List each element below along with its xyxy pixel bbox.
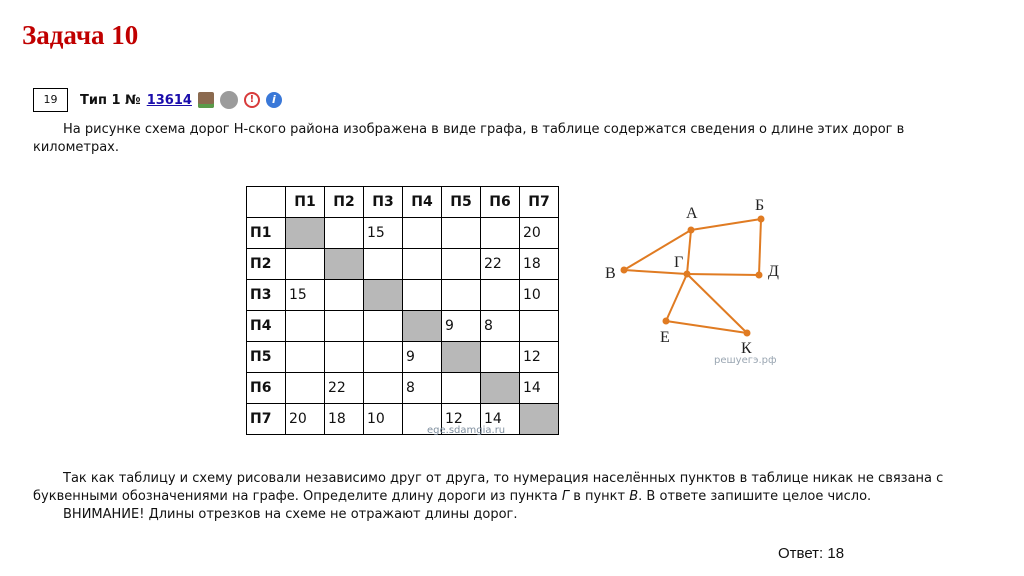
table-cell: 18 — [325, 404, 364, 435]
table-cell: 15 — [286, 280, 325, 311]
table-body — [247, 218, 559, 435]
graph-node-K — [744, 330, 751, 337]
warning-icon[interactable]: ! — [244, 92, 260, 108]
table-cell: 9 — [442, 311, 481, 342]
table-row-header: П7 — [247, 404, 286, 435]
table-header-cell: П4 — [403, 187, 442, 218]
table-cell — [442, 373, 481, 404]
table-cell — [442, 280, 481, 311]
graph-edge-E-K — [666, 321, 747, 333]
table-cell: 14 — [520, 373, 559, 404]
question-point-v: В — [629, 489, 639, 504]
graph-node-label-A: А — [686, 205, 698, 222]
circle-icon[interactable] — [220, 91, 238, 109]
graph-node-label-D: Д — [768, 263, 779, 280]
table-row — [247, 404, 559, 435]
graph-node-V — [621, 267, 628, 274]
table-cell: 20 — [520, 218, 559, 249]
table-cell — [286, 373, 325, 404]
question-text-3: . В ответе запишите целое число. — [638, 489, 872, 504]
task-type-line — [80, 90, 282, 110]
table-cell — [286, 249, 325, 280]
table-cell — [364, 249, 403, 280]
graph-edge-G-E — [666, 274, 687, 321]
answer-text: Ответ: 18 — [778, 545, 845, 562]
table-cell — [364, 311, 403, 342]
graph-edge-G-K — [687, 274, 747, 333]
table-cell: 22 — [481, 249, 520, 280]
road-graph — [590, 190, 790, 365]
table-cell — [286, 311, 325, 342]
table-cell: 8 — [481, 311, 520, 342]
table-cell: 12 — [520, 342, 559, 373]
question-text-2: в пункт — [569, 489, 630, 504]
table-cell: 10 — [364, 404, 403, 435]
graph-edge-G-D — [687, 274, 759, 275]
page-title: Задача 10 — [22, 20, 139, 50]
table-cell — [403, 311, 442, 342]
graph-node-A — [688, 227, 695, 234]
task-id-link[interactable]: 13614 — [146, 92, 192, 108]
task-number-box: 19 — [33, 88, 68, 112]
table-header-cell: П6 — [481, 187, 520, 218]
table-cell — [286, 218, 325, 249]
table-cell — [325, 249, 364, 280]
question-point-g: Г — [561, 489, 570, 504]
graph-node-label-K: К — [741, 340, 752, 357]
table-cell: 22 — [325, 373, 364, 404]
table-row — [247, 280, 559, 311]
table-cell — [286, 342, 325, 373]
table-header-cell: П5 — [442, 187, 481, 218]
table-row — [247, 373, 559, 404]
table-row — [247, 342, 559, 373]
distance-table — [246, 186, 559, 435]
table-row — [247, 218, 559, 249]
graph-node-D — [756, 272, 763, 279]
graph-watermark: решуегэ.рф — [714, 355, 777, 365]
table-header-row — [247, 187, 559, 218]
graph-edge-B-D — [759, 219, 761, 275]
table-cell — [325, 342, 364, 373]
table-header-cell: П7 — [520, 187, 559, 218]
table-cell — [364, 342, 403, 373]
table-cell — [481, 280, 520, 311]
table-cell — [442, 218, 481, 249]
graph-node-B — [758, 216, 765, 223]
table-cell — [403, 249, 442, 280]
archive-icon[interactable] — [198, 92, 214, 108]
table-watermark: ege.sdamgia.ru — [427, 425, 506, 436]
graph-edge-A-B — [691, 219, 761, 230]
table-header-cell — [247, 187, 286, 218]
info-icon[interactable]: i — [266, 92, 282, 108]
table-cell — [520, 404, 559, 435]
graph-node-G — [684, 271, 691, 278]
table-cell: 12 — [442, 404, 481, 435]
graph-nodes — [621, 216, 765, 337]
graph-node-label-V: В — [605, 265, 616, 282]
table-cell: 9 — [403, 342, 442, 373]
table-row-header: П5 — [247, 342, 286, 373]
table-header-cell: П1 — [286, 187, 325, 218]
table-row — [247, 311, 559, 342]
table-cell: 15 — [364, 218, 403, 249]
task-question — [33, 470, 983, 524]
graph-node-label-B: Б — [755, 197, 765, 214]
table-cell: 8 — [403, 373, 442, 404]
table-row-header: П4 — [247, 311, 286, 342]
table-cell — [403, 218, 442, 249]
table-cell — [520, 311, 559, 342]
table-cell — [364, 280, 403, 311]
task-intro: На рисунке схема дорог Н-ского района изображена в виде графа, в таблице содержатся сведения о длине этих дорог в километрах. — [33, 122, 905, 155]
graph-edges — [624, 219, 761, 333]
table-cell — [442, 249, 481, 280]
table-row-header: П1 — [247, 218, 286, 249]
table-cell — [325, 311, 364, 342]
question-text-1: Так как таблицу и схему рисовали независимо друг от друга, то нумерация населённых пунктов в таблице никак не связана с буквенными обозначениями на графе. Определите длину дороги из пункта — [33, 471, 944, 504]
table-cell: 18 — [520, 249, 559, 280]
table-cell: 14 — [481, 404, 520, 435]
table-header-cell: П3 — [364, 187, 403, 218]
task-type-label: Тип 1 № — [80, 92, 141, 108]
table-header-cell: П2 — [325, 187, 364, 218]
table-cell: 10 — [520, 280, 559, 311]
graph-node-label-G: Г — [674, 254, 684, 271]
graph-edge-A-G — [687, 230, 691, 274]
table-row-header: П2 — [247, 249, 286, 280]
table-row-header: П3 — [247, 280, 286, 311]
table-cell — [364, 373, 403, 404]
table-cell — [325, 280, 364, 311]
graph-node-E — [663, 318, 670, 325]
table-cell — [481, 342, 520, 373]
table-cell — [403, 280, 442, 311]
table-row-header: П6 — [247, 373, 286, 404]
table-cell — [481, 218, 520, 249]
table-cell — [442, 342, 481, 373]
table-cell: 20 — [286, 404, 325, 435]
warning-line: ВНИМАНИЕ! Длины отрезков на схеме не отражают длины дорог. — [63, 507, 518, 522]
graph-node-label-E: Е — [660, 329, 670, 346]
table-row — [247, 249, 559, 280]
table-cell — [325, 218, 364, 249]
table-cell — [481, 373, 520, 404]
